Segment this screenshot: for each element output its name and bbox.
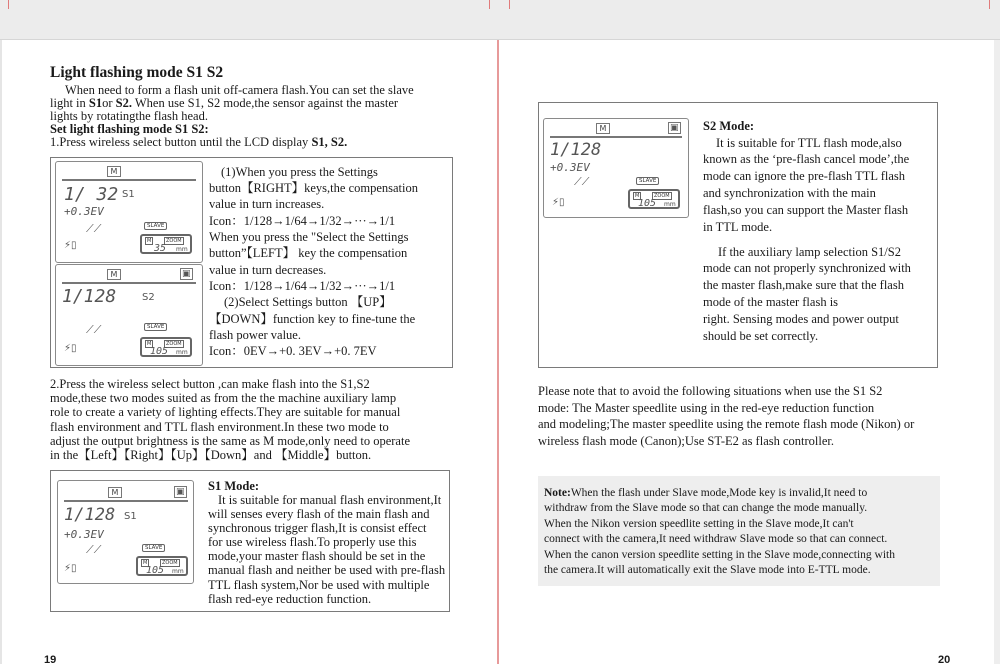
power-readout: 1/128: [550, 140, 602, 160]
s1-line-8: flash red-eye reduction function.: [208, 592, 372, 606]
slave-tag: SLAVE: [636, 177, 659, 185]
s1-line-2: will senses every flash of the main flash and: [208, 507, 430, 521]
zoom-frame: [628, 189, 680, 209]
zoom-value: 35: [154, 243, 167, 254]
zoom-value: 105: [638, 198, 657, 209]
lcd-rule: [550, 136, 682, 138]
please-note-line-1: Please note that to avoid the following situations when use the S1 S2: [538, 384, 883, 398]
zoom-frame: [140, 234, 192, 254]
flash-icon: ⚡▯: [64, 343, 77, 354]
s2-line-3: mode can ignore the pre-flash TTL flash: [703, 169, 906, 183]
m-tag: M: [143, 560, 148, 566]
page-number-left: 19: [44, 654, 57, 664]
lcd-rule: [62, 282, 196, 284]
s1-indicator: S1: [124, 511, 137, 522]
lcd-display-s1: [55, 161, 203, 263]
camera-icon: ▣: [176, 487, 185, 497]
zoom-tag: ZOOM: [166, 238, 182, 244]
note-label: Note:: [544, 487, 571, 499]
intro-line-3: lights by rotatingthe flash head.: [50, 109, 208, 123]
please-note-line-2: mode: The Master speedlite using in the red-eye reduction function: [538, 401, 875, 415]
note-line-3: When the Nikon version speedlite setting in the Slave mode,It can't: [544, 518, 854, 530]
lcd-display-s2: [55, 264, 203, 366]
s2-line-5: flash,so you can support the Master flash: [703, 203, 909, 217]
power-readout: 1/128: [64, 505, 116, 525]
s2-line-6: in TTL mode.: [703, 220, 773, 234]
s2-line-4: and synchronization with the main: [703, 186, 876, 200]
settings-line-3: value in turn increases.: [209, 197, 325, 211]
m-tag: M: [147, 238, 152, 244]
slave-tag: SLAVE: [142, 544, 165, 552]
note-line-4: connect with the camera,It need withdraw Slave mode so that can connect.: [544, 533, 888, 545]
note-line-2: withdraw from the Slave mode so that can change the mode manually.: [544, 502, 868, 514]
note-line-6: the camera.It will automatically exit the Slave mode into E-TTL mode.: [544, 564, 871, 576]
set-heading: Set light flashing mode S1 S2:: [50, 122, 209, 136]
s1-line-3: synchronous trigger flash,It is consist effect: [208, 521, 427, 535]
intro-line-1: When need to form a flash unit off-camera flash.You can set the slave: [65, 83, 414, 97]
settings-line-2: button【RIGHT】keys,the compensation: [209, 181, 418, 195]
step-2-line-4: flash environment and TTL flash environment.In these two mode to: [50, 420, 389, 434]
flash-icon: ⚡▯: [64, 563, 77, 574]
intro-line-2: light in S1or S2. When use S1, S2 mode,the sensor against the master: [50, 96, 399, 110]
zoom-unit: mm: [664, 201, 676, 208]
zoom-tag: ZOOM: [654, 193, 670, 199]
please-note-line-3: and modeling;The master speedlite using the remote flash mode (Nikon) or: [538, 417, 915, 431]
wireless-icon: ⟋⟋: [574, 175, 590, 188]
slave-tag: SLAVE: [144, 323, 167, 331]
mode-indicator: M: [108, 487, 122, 498]
lcd-rule: [62, 179, 196, 181]
power-readout: 1/ 32: [64, 184, 119, 205]
settings-line-1: (1)When you press the Settings: [221, 165, 378, 179]
page-title: Light flashing mode S1 S2: [50, 64, 224, 81]
left-edge: [0, 40, 2, 664]
mode-indicator: M: [596, 123, 610, 134]
mode-indicator: M: [107, 269, 121, 280]
camera-icon: ▣: [670, 123, 679, 133]
zoom-tag: ZOOM: [162, 560, 178, 566]
zoom-tag: ZOOM: [166, 341, 182, 347]
wireless-icon: ⟋⟋: [86, 222, 102, 235]
m-tag: M: [635, 193, 640, 199]
note-line-5: When the canon version speedlite setting in the Slave mode,connecting with: [544, 549, 895, 561]
settings-line-11: flash power value.: [209, 328, 301, 342]
s1-heading: S1 Mode:: [208, 479, 260, 493]
zoom-frame: [136, 556, 188, 576]
zoom-unit: mm: [176, 246, 188, 253]
settings-line-8: Icon：1/128→1/64→1/32→···→1/1: [209, 279, 396, 293]
flash-icon: ⚡▯: [552, 197, 565, 208]
s1-line-5: mode,your master flash should be set in the: [208, 549, 426, 563]
wireless-icon: ⟋⟋: [86, 323, 102, 336]
please-note-line-4: wireless flash mode (Canon);Use ST-E2 as flash controller.: [538, 434, 835, 448]
settings-line-10: 【DOWN】function key to fine-tune the: [209, 312, 416, 326]
settings-line-12: Icon：0EV→+0. 3EV→+0. 7EV: [209, 344, 377, 358]
s2-para2-line-5: right. Sensing modes and power output: [703, 312, 899, 326]
s1-line-1: It is suitable for manual flash environment,It: [218, 493, 442, 507]
ev-readout: +0.3EV: [550, 161, 590, 174]
zoom-value: 105: [150, 346, 169, 357]
page-spine: [497, 40, 499, 664]
s2-para2-line-4: mode of the master flash is: [703, 295, 839, 309]
zoom-frame: [140, 337, 192, 357]
lcd-display-s2-mode: [543, 118, 689, 218]
note-line-1: Note:When the flash under Slave mode,Mode key is invalid,It need to: [544, 487, 868, 499]
settings-line-4: Icon：1/128→1/64→1/32→···→1/1: [209, 214, 396, 228]
s2-line-2: known as the ‘pre-flash cancel mode’,the: [703, 152, 910, 166]
s1-indicator: S1: [122, 189, 135, 200]
s2-para2-line-3: the master flash,make sure that the flash: [703, 278, 904, 292]
slave-tag: SLAVE: [144, 222, 167, 230]
step-2-line-1: 2.Press the wireless select button ,can make flash into the S1,S2: [50, 377, 370, 391]
zoom-unit: mm: [176, 349, 188, 356]
step-2-line-6: in the【Left】【Right】【Up】【Down】and 【Middle】button.: [50, 448, 372, 462]
top-rule-right: [509, 0, 990, 9]
s2-para2-line-1: If the auxiliary lamp selection S1/S2: [718, 245, 901, 259]
top-rule-left: [8, 0, 490, 9]
lcd-rule: [64, 500, 188, 502]
s1-line-7: TTL flash system,Nor be used with multiple: [208, 578, 430, 592]
zoom-unit: mm: [172, 568, 184, 575]
camera-icon: ▣: [182, 269, 191, 279]
flash-icon: ⚡▯: [64, 240, 77, 251]
s1-line-6: manual flash and neither be used with pre-flash: [208, 563, 446, 577]
ev-readout: +0.3EV: [64, 528, 104, 541]
s2-para2-line-2: mode can not properly synchronized with: [703, 261, 911, 275]
step-1: 1.Press wireless select button until the LCD display S1, S2.: [50, 135, 348, 149]
settings-line-5: When you press the "Select the Settings: [209, 230, 409, 244]
step-2-line-3: role to create a variety of lighting effects.They are suitable for manual: [50, 405, 401, 419]
m-tag: M: [147, 341, 152, 347]
wireless-icon: ⟋⟋: [86, 543, 102, 556]
page-number-right: 20: [938, 654, 951, 664]
s2-indicator: S2: [142, 292, 155, 303]
settings-line-9: (2)Select Settings button 【UP】: [224, 295, 392, 309]
ev-readout: +0.3EV: [64, 205, 104, 218]
zoom-value: 105: [146, 565, 165, 576]
settings-line-6: button”【LEFT】 key the compensation: [209, 246, 408, 260]
s2-para2-line-6: should be set correctly.: [703, 329, 819, 343]
step-2-line-5: adjust the output brightness is the same as M mode,only need to operate: [50, 434, 410, 448]
s1-line-4: for use wireless flash.To properly use this: [208, 535, 417, 549]
step-2-line-2: mode,these two modes suited as from the the machine auxiliary lamp: [50, 391, 397, 405]
s2-heading: S2 Mode:: [703, 119, 755, 133]
right-edge: [994, 40, 1000, 664]
power-readout: 1/128: [62, 286, 117, 307]
s2-line-1: It is suitable for TTL flash mode,also: [716, 136, 902, 150]
mode-indicator: M: [107, 166, 121, 177]
lcd-display-s1-mode: [57, 480, 194, 584]
settings-line-7: value in turn decreases.: [209, 263, 327, 277]
